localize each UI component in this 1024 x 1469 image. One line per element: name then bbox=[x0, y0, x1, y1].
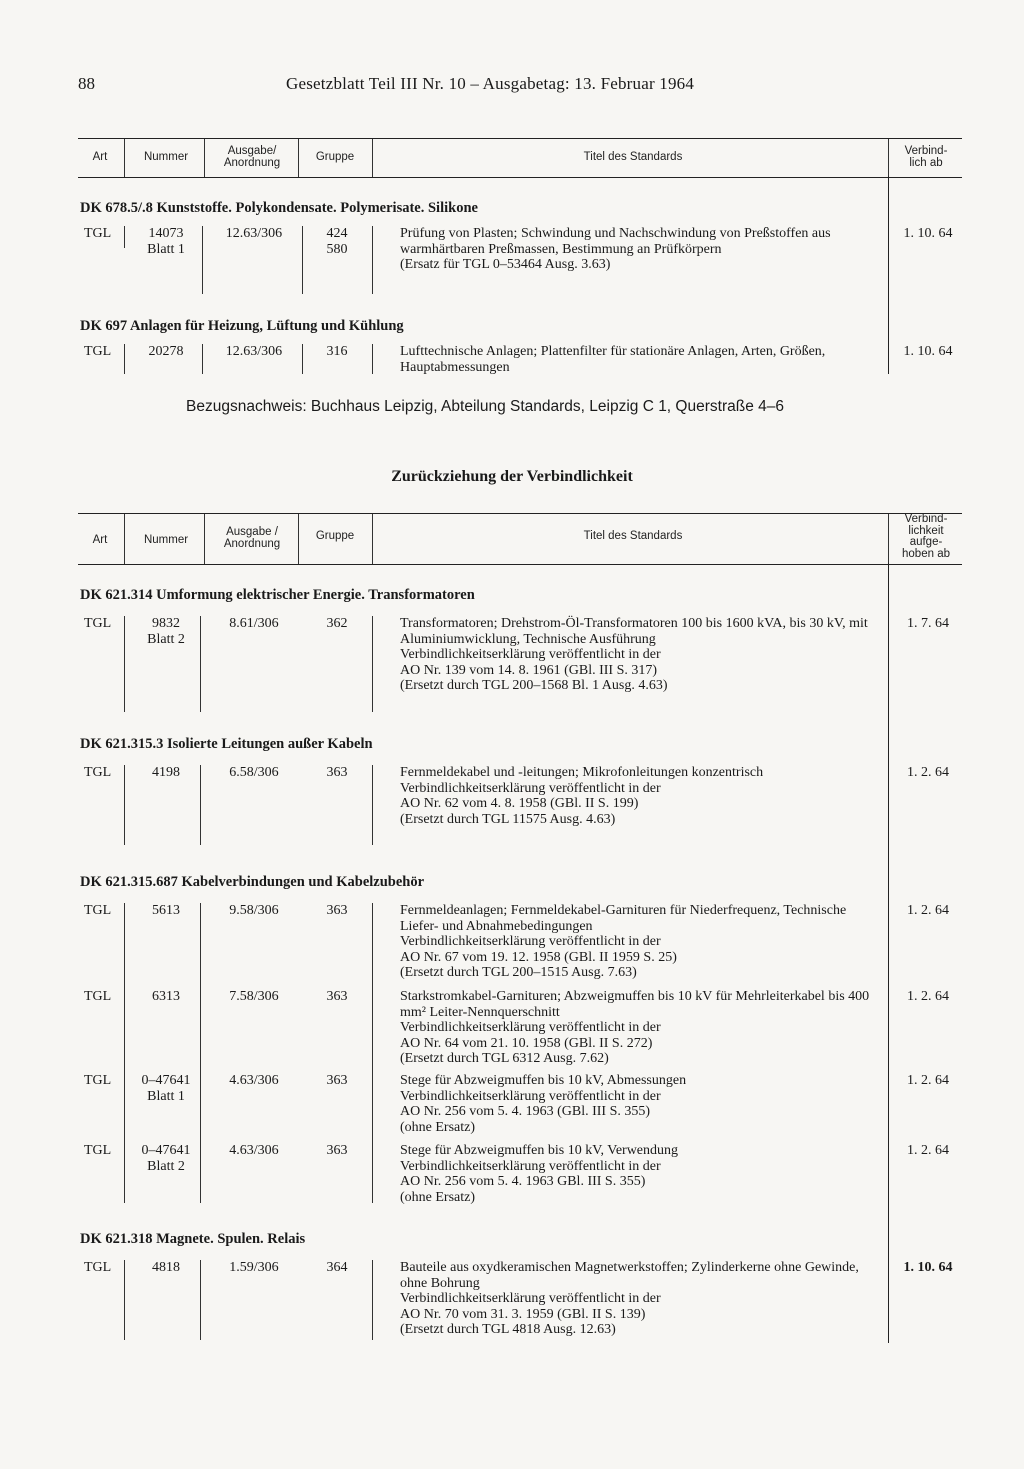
cell-gruppe: 364 bbox=[326, 1260, 348, 1275]
running-head bbox=[78, 74, 958, 98]
table-row bbox=[0, 1073, 1024, 1143]
cell-datum: 1. 2. 64 bbox=[907, 1143, 949, 1158]
section-title: DK 678.5/.8 Kunststoffe. Polykondensate. Polymerisate. Silikone bbox=[80, 200, 478, 216]
cell-gruppe: 363 bbox=[326, 1073, 348, 1088]
cell-titel: Fernmeldeanlagen; Fernmeldekabel-Garnituren für Niederfrequenz, Technische Liefer- und Abnahmebedingungen Verbindlichkeitserklärung veröffentlicht in der AO Nr. 67 vom 19. 12. 1958 (GBl. II 1959 S. 25) (Ersetzt durch TGL 200–1515 Ausg. 7.63) bbox=[400, 903, 847, 980]
column-rule bbox=[372, 903, 373, 1203]
header-divider bbox=[204, 514, 205, 564]
header-divider bbox=[204, 139, 205, 177]
cell-ausgabe: 12.63/306 bbox=[225, 226, 283, 241]
col-gruppe: Gruppe bbox=[315, 530, 355, 542]
section-title: DK 621.315.3 Isolierte Leitungen außer Kabeln bbox=[80, 736, 373, 752]
cell-datum: 1. 10. 64 bbox=[903, 226, 953, 241]
cell-titel: Stege für Abzweigmuffen bis 10 kV, Verwendung Verbindlichkeitserklärung veröffentlicht in der AO Nr. 256 vom 5. 4. 1963 GBl. III S. 355) (ohne Ersatz) bbox=[400, 1143, 679, 1205]
cell-ausgabe: 4.63/306 bbox=[229, 1073, 279, 1088]
column-rule bbox=[372, 616, 373, 712]
header-divider bbox=[298, 514, 299, 564]
column-rule bbox=[202, 226, 203, 294]
gazette-title: Gesetzblatt Teil III Nr. 10 – Ausgabetag: 13. Februar 1964 bbox=[286, 74, 695, 93]
column-rule bbox=[124, 344, 125, 374]
column-rule bbox=[202, 344, 203, 374]
cell-gruppe: 316 bbox=[326, 344, 348, 359]
column-rule bbox=[302, 344, 303, 374]
col-nummer: Nummer bbox=[143, 151, 189, 163]
header-divider bbox=[124, 139, 125, 177]
section-title: DK 621.314 Umformung elektrischer Energie. Transformatoren bbox=[80, 587, 475, 603]
header-divider bbox=[124, 514, 125, 564]
cell-titel: Lufttechnische Anlagen; Plattenfilter für stationäre Anlagen, Arten, Größen, Hauptabmessungen bbox=[400, 344, 826, 375]
column-rule bbox=[124, 765, 125, 845]
column-rule bbox=[124, 616, 125, 712]
col-gruppe: Gruppe bbox=[315, 151, 355, 163]
cell-art: TGL bbox=[84, 1143, 112, 1158]
cell-art: TGL bbox=[84, 226, 112, 241]
cell-nummer: 0–47641 Blatt 1 bbox=[141, 1073, 191, 1104]
cell-ausgabe: 9.58/306 bbox=[229, 903, 279, 918]
cell-titel: Prüfung von Plasten; Schwindung und Nachschwindung von Preßstoffen aus warmhärtbaren Preßmassen, Bestimmung an Prüfkörpern (Ersatz für TGL 0–53464 Ausg. 3.63) bbox=[400, 226, 831, 272]
column-rule bbox=[200, 616, 201, 712]
column-rule bbox=[372, 344, 373, 374]
table-row bbox=[0, 1143, 1024, 1213]
column-rule bbox=[302, 226, 303, 294]
header-divider bbox=[888, 139, 889, 177]
column-rule bbox=[372, 1260, 373, 1340]
table-header-2 bbox=[78, 513, 962, 565]
header-divider bbox=[888, 514, 889, 564]
cell-art: TGL bbox=[84, 344, 112, 359]
cell-ausgabe: 12.63/306 bbox=[225, 344, 283, 359]
cell-ausgabe: 6.58/306 bbox=[229, 765, 279, 780]
cell-ausgabe: 7.58/306 bbox=[229, 989, 279, 1004]
cell-titel: Stege für Abzweigmuffen bis 10 kV, Abmessungen Verbindlichkeitserklärung veröffentlicht in der AO Nr. 256 vom 5. 4. 1963 (GBl. III S. 355) (ohne Ersatz) bbox=[400, 1073, 687, 1135]
cell-nummer: 0–47641 Blatt 2 bbox=[141, 1143, 191, 1174]
cell-gruppe: 363 bbox=[326, 989, 348, 1004]
cell-titel: Transformatoren; Drehstrom-Öl-Transformatoren 100 bis 1600 kVA, bis 30 kV, mit Aluminiumwicklung, Technische Ausführung Verbindlichkeitserklärung veröffentlicht in der AO Nr. 139 vom 14. 8. 1961 (GBl. III S. 317) (Ersetzt durch TGL 200–1568 Bl. 1 Ausg. 4.63) bbox=[400, 616, 868, 693]
column-rule bbox=[200, 765, 201, 845]
cell-gruppe: 424 580 bbox=[326, 226, 348, 257]
cell-datum: 1. 10. 64 bbox=[903, 344, 953, 359]
col-verbindlich: Verbind- lich ab bbox=[904, 145, 948, 169]
column-rule bbox=[372, 226, 373, 294]
col-art: Art bbox=[92, 534, 108, 546]
cell-art: TGL bbox=[84, 989, 112, 1004]
cell-nummer: 20278 bbox=[148, 344, 184, 359]
column-rule bbox=[124, 226, 125, 248]
cell-titel: Fernmeldekabel und -leitungen; Mikrofonleitungen konzentrisch Verbindlichkeitserklärung veröffentlicht in der AO Nr. 62 vom 4. 8. 1958 (GBl. II S. 199) (Ersetzt durch TGL 11575 Ausg. 4.63) bbox=[400, 765, 764, 827]
header-divider bbox=[372, 139, 373, 177]
cell-nummer: 4818 bbox=[152, 1260, 180, 1275]
cell-nummer: 4198 bbox=[152, 765, 180, 780]
cell-titel: Starkstromkabel-Garnituren; Abzweigmuffen bis 10 kV für Mehrleiterkabel bis 400 mm² Leiter-Nennquerschnitt Verbindlichkeitserklärung veröffentlicht in der AO Nr. 64 vom 21. 10. 1958 (GBl. II S. 272) (Ersetzt durch TGL 6312 Ausg. 7.62) bbox=[400, 989, 870, 1066]
cell-gruppe: 363 bbox=[326, 1143, 348, 1158]
section-rows bbox=[0, 903, 1024, 1213]
cell-datum: 1. 2. 64 bbox=[907, 989, 949, 1004]
col-verbindlich: Verbind- lichkeit aufge- hoben ab bbox=[902, 513, 950, 560]
col-titel: Titel des Standards bbox=[583, 530, 683, 542]
column-rule bbox=[200, 903, 201, 1203]
cell-nummer: 5613 bbox=[152, 903, 180, 918]
table-row bbox=[0, 903, 1024, 989]
cell-nummer: 14073 Blatt 1 bbox=[147, 226, 185, 257]
cell-nummer: 6313 bbox=[152, 989, 180, 1004]
cell-datum: 1. 2. 64 bbox=[907, 1073, 949, 1088]
header-divider bbox=[372, 514, 373, 564]
col-ausgabe: Ausgabe/ Anordnung bbox=[223, 145, 281, 169]
cell-titel: Bauteile aus oxydkeramischen Magnetwerkstoffen; Zylinderkerne ohne Gewinde, ohne Bohrung Verbindlichkeitserklärung veröffentlicht in der AO Nr. 70 vom 31. 3. 1959 (GBl. II S. 139) (Ersetzt durch TGL 4818 Ausg. 12.63) bbox=[400, 1260, 859, 1337]
cell-nummer: 9832 Blatt 2 bbox=[147, 616, 185, 647]
page-number: 88 bbox=[78, 74, 95, 93]
cell-art: TGL bbox=[84, 765, 112, 780]
col-art: Art bbox=[92, 151, 108, 163]
column-rule bbox=[200, 1260, 201, 1340]
header-divider bbox=[298, 139, 299, 177]
cell-art: TGL bbox=[84, 616, 112, 631]
section-title: DK 621.315.687 Kabelverbindungen und Kabelzubehör bbox=[80, 874, 425, 890]
cell-gruppe: 363 bbox=[326, 765, 348, 780]
cell-datum: 1. 2. 64 bbox=[907, 903, 949, 918]
cell-ausgabe: 4.63/306 bbox=[229, 1143, 279, 1158]
col-ausgabe: Ausgabe / Anordnung bbox=[223, 526, 281, 550]
cell-art: TGL bbox=[84, 1260, 112, 1275]
column-rule bbox=[124, 1260, 125, 1340]
cell-art: TGL bbox=[84, 1073, 112, 1088]
cell-gruppe: 363 bbox=[326, 903, 348, 918]
cell-datum: 1. 2. 64 bbox=[907, 765, 949, 780]
cell-ausgabe: 8.61/306 bbox=[229, 616, 279, 631]
cell-datum: 1. 10. 64 bbox=[903, 1260, 953, 1275]
table-row bbox=[0, 989, 1024, 1073]
section-title: DK 697 Anlagen für Heizung, Lüftung und Kühlung bbox=[80, 318, 404, 334]
bezugsnachweis: Bezugsnachweis: Buchhaus Leipzig, Abteilung Standards, Leipzig C 1, Querstraße 4–6 bbox=[186, 398, 784, 415]
right-rule bbox=[888, 176, 889, 374]
column-rule bbox=[124, 903, 125, 1203]
col-nummer: Nummer bbox=[143, 534, 189, 546]
cell-gruppe: 362 bbox=[326, 616, 348, 631]
cell-art: TGL bbox=[84, 903, 112, 918]
col-titel: Titel des Standards bbox=[583, 151, 683, 163]
section-title: DK 621.318 Magnete. Spulen. Relais bbox=[80, 1231, 306, 1247]
table-header-1 bbox=[78, 138, 962, 178]
cell-datum: 1. 7. 64 bbox=[907, 616, 949, 631]
column-rule bbox=[372, 765, 373, 845]
section-heading: Zurückziehung der Verbindlichkeit bbox=[391, 468, 633, 485]
cell-ausgabe: 1.59/306 bbox=[229, 1260, 279, 1275]
